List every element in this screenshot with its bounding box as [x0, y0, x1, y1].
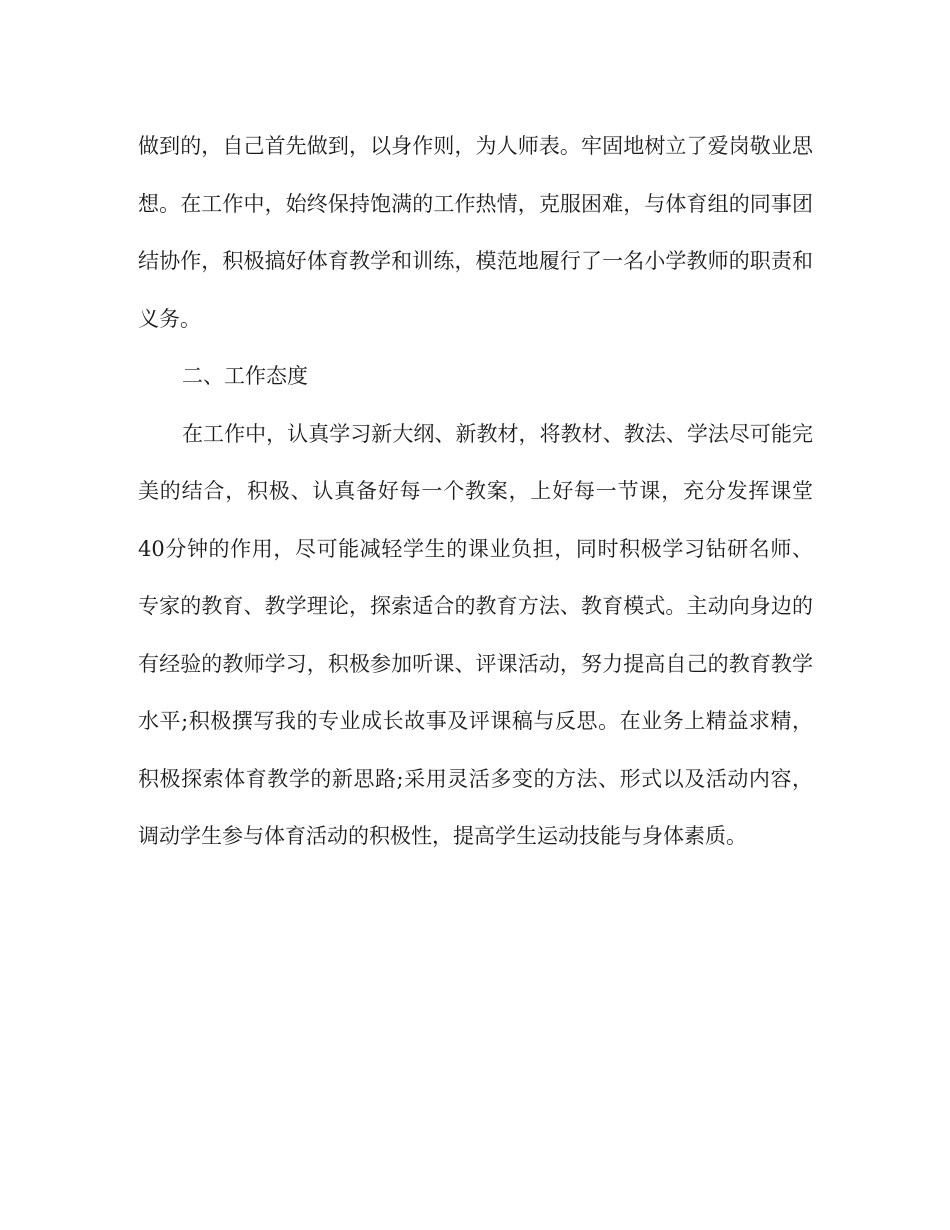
paragraph-continuation: 做到的，自己首先做到，以身作则，为人师表。牢固地树立了爱岗敬业思想。在工作中，始终保持饱满的工作热情，克服困难，与体育组的同事团结协作，积极搞好体育教学和训练，模范地履行了一名小学教师的职责和义务。 — [138, 134, 813, 331]
paragraph-work-attitude: 在工作中，认真学习新大纲、新教材，将教材、教法、学法尽可能完美的结合，积极、认真备好每一个教案，上好每一节课，充分发挥课堂40分钟的作用，尽可能减轻学生的课业负担，同时积极学习钻研名师、专家的教育、教学理论，探索适合的教育方法、教育模式。主动向身边的有经验的教师学习，积极参加听课、评课活动，努力提高自己的教育教学水平;积极撰写我的专业成长故事及评课稿与反思。在业务上精益求精，积极探索体育教学的新思路;采用灵活多变的方法、形式以及活动内容，调动学生参与体育活动的积极性，提高学生运动技能与身体素质。 — [138, 421, 813, 848]
document-body — [138, 118, 813, 866]
section-heading-work-attitude: 二、工作态度 — [182, 364, 308, 388]
